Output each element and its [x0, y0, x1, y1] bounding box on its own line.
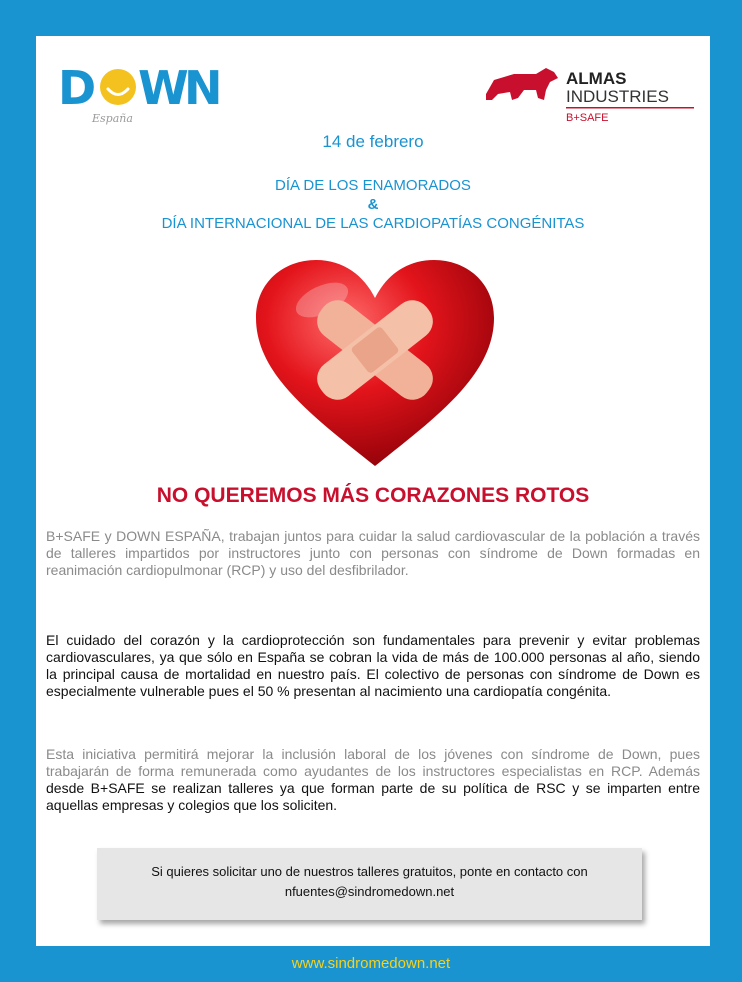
- event-date: 14 de febrero: [322, 132, 424, 151]
- title-valentines: DÍA DE LOS ENAMORADOS: [275, 177, 471, 194]
- heart-bandage-illustration: [252, 256, 498, 468]
- footer-website-link[interactable]: www.sindromedown.net: [291, 955, 451, 972]
- headline: NO QUEREMOS MÁS CORAZONES ROTOS: [156, 484, 590, 507]
- contact-email[interactable]: nfuentes@sindromedown.net: [284, 884, 455, 899]
- down-espana-logo: [56, 56, 226, 126]
- logo-letter-w: W: [138, 61, 189, 115]
- paragraph-initiative: [46, 746, 700, 814]
- contact-box: [97, 848, 642, 920]
- bsafe-label: B+SAFE: [566, 112, 609, 124]
- flyer-card: [36, 36, 710, 946]
- almas-industries-logo: [484, 54, 704, 124]
- almas-name: ALMAS: [566, 69, 627, 88]
- industries-name: INDUSTRIES: [566, 87, 669, 106]
- logo-letter-n: N: [184, 61, 223, 115]
- paragraph-partnership: B+SAFE y DOWN ESPAÑA, trabajan juntos para cuidar la salud cardiovascular de la población a través de talleres impartidos por instructores junto con personas con síndrome de Down formadas en reanimación cardiopulmonar (RCP) y uso del desfibrilador.: [46, 528, 700, 578]
- initiative-text: Esta iniciativa permitirá mejorar la inclusión laboral de los jóvenes con síndrome de Down, pues trabajarán de forma remunerada como ayudantes de los instructores especialistas en RCP. Además: [46, 746, 700, 779]
- logo-subtitle: España: [92, 112, 133, 125]
- paragraph-heart-care: El cuidado del corazón y la cardioprotección son fundamentales para prevenir y evitar problemas cardiovasculares, ya que sólo en España se cobran la vida de más de 100.000 personas al año, siendo la principal causa de mortalidad en nuestro país. El colectivo de personas con síndrome de Down es especialmente vulnerable pues el 50 % presentan al nacimiento una cardiopatía congénita.: [46, 632, 700, 699]
- title-cardiopathies: DÍA INTERNACIONAL DE LAS CARDIOPATÍAS CONGÉNITAS: [161, 215, 585, 232]
- initiative-bsafe-text: desde B+SAFE se realizan talleres ya que forman parte de su política de RSC y se imparten entre aquellas empresas y colegios que los soliciten.: [46, 780, 700, 813]
- smiley-o-icon: [100, 69, 136, 105]
- contact-text: Si quieres solicitar uno de nuestros talleres gratuitos, ponte en contacto con: [151, 864, 588, 879]
- event-titles: [36, 176, 710, 233]
- logo-letter-d: D: [58, 61, 97, 115]
- logo-divider: [566, 107, 694, 109]
- title-ampersand: &: [367, 196, 379, 213]
- bear-icon: [486, 68, 558, 100]
